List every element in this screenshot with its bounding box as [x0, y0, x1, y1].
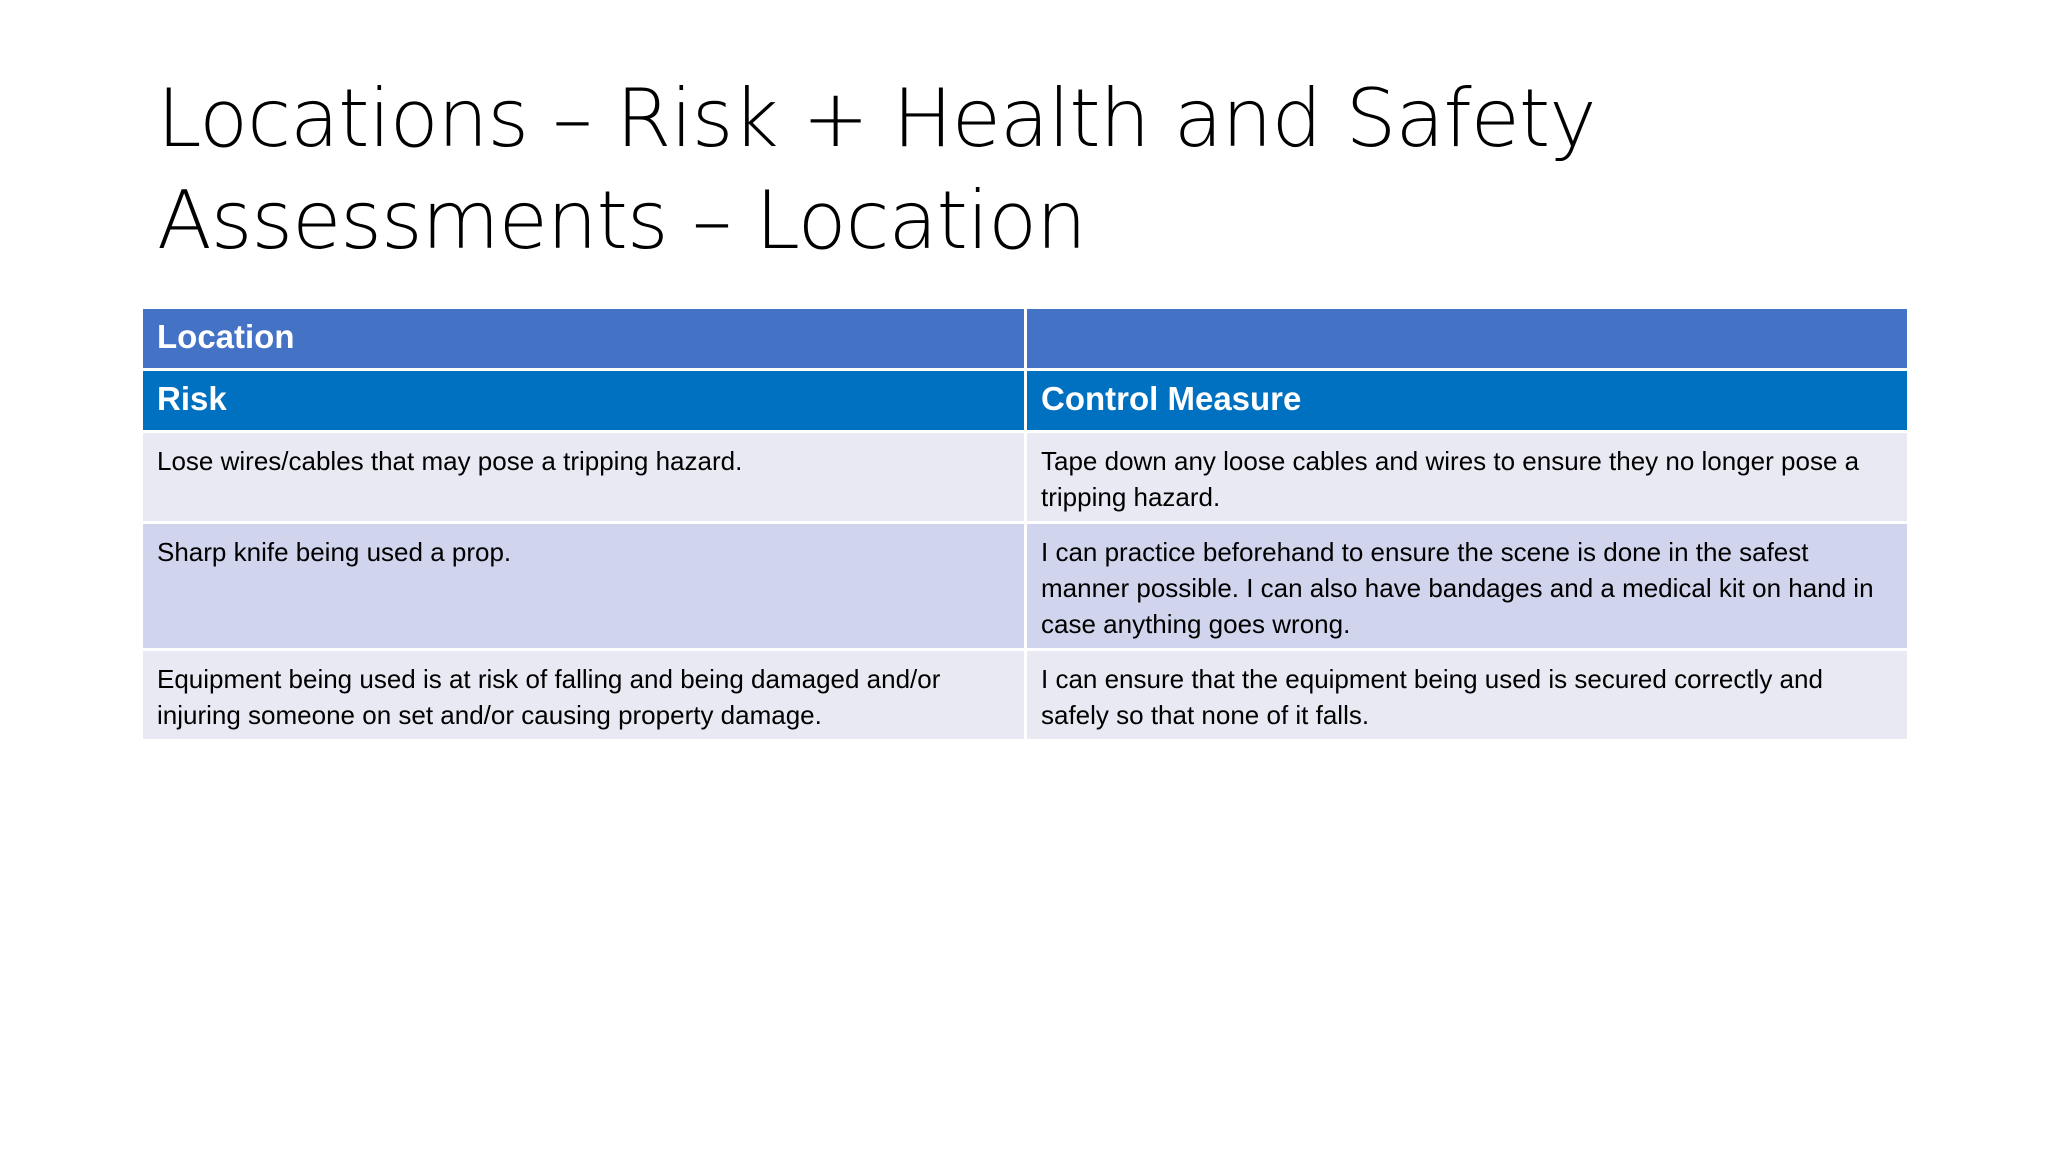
slide-title-line-2: Assessments – Location [157, 174, 1086, 267]
location-header-empty-cell [1026, 308, 1909, 370]
location-header-row [142, 308, 1909, 370]
risk-assessment-table [140, 306, 1910, 742]
table-row [142, 432, 1909, 523]
control-measure-cell: I can ensure that the equipment being used is secured correctly and safely so that none of it falls. [1026, 650, 1909, 741]
column-header-row [142, 370, 1909, 432]
risk-cell: Sharp knife being used a prop. [142, 523, 1026, 650]
control-measure-cell: I can practice beforehand to ensure the scene is done in the safest manner possible. I can also have bandages and a medical kit on hand in case anything goes wrong. [1026, 523, 1909, 650]
table-row [142, 650, 1909, 741]
location-header-cell: Location [142, 308, 1026, 370]
slide-title-line-1: Locations – Risk + Health and Safety [157, 72, 1596, 165]
risk-column-header: Risk [142, 370, 1026, 432]
risk-cell: Equipment being used is at risk of falling and being damaged and/or injuring someone on set and/or causing property damage. [142, 650, 1026, 741]
slide-title [157, 68, 1907, 272]
table-row [142, 523, 1909, 650]
control-measure-column-header: Control Measure [1026, 370, 1909, 432]
control-measure-cell: Tape down any loose cables and wires to ensure they no longer pose a tripping hazard. [1026, 432, 1909, 523]
risk-cell: Lose wires/cables that may pose a tripping hazard. [142, 432, 1026, 523]
